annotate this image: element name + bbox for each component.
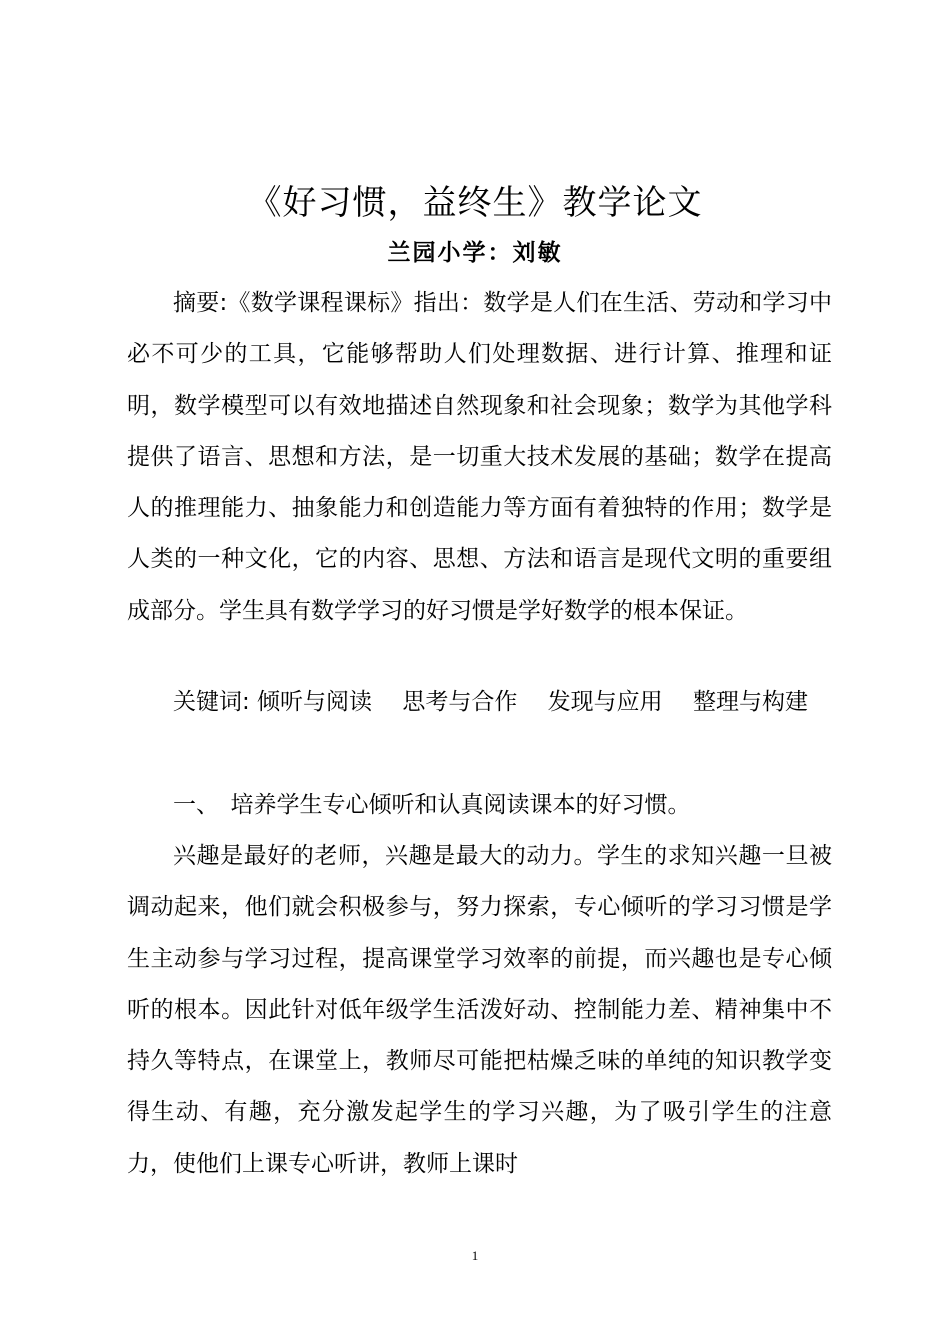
page-number: 1 bbox=[471, 1248, 479, 1263]
abstract-paragraph: 摘要:《数学课程课标》指出：数学是人们在生活、劳动和学习中必不可少的工具，它能够帮助人们处理数据、进行计算、推理和证明，数学模型可以有效地描述自然现象和社会现象；数学为其他学科提供了语言、思想和方法，是一切重大技术发展的基础；数学在提高人的推理能力、抽象能力和创造能力等方面有着独特的作用；数学是人类的一种文化，它的内容、思想、方法和语言是现代文明的重要组成部分。学生具有数学学习的好习惯是学好数学的根本保证。 bbox=[127, 290, 832, 624]
keywords-paragraph: 关键词: 倾听与阅读 思考与合作 发现与应用 整理与构建 bbox=[173, 689, 808, 715]
body-paragraph: 兴趣是最好的老师，兴趣是最大的动力。学生的求知兴趣一旦被调动起来，他们就会积极参与，努力探索，专心倾听的学习习惯是学生主动参与学习过程，提高课堂学习效率的前提，而兴趣也是专心倾听的根本。因此针对低年级学生活泼好动、控制能力差、精神集中不持久等特点，在课堂上，教师尽可能把枯燥乏味的单纯的知识教学变得生动、有趣，充分激发起学生的学习兴趣，为了吸引学生的注意力，使他们上课专心听讲，教师上课时 bbox=[127, 843, 832, 1177]
section-heading: 一、 培养学生专心倾听和认真阅读课本的好习惯。 bbox=[173, 792, 691, 818]
author-line: 兰园小学：刘敏 bbox=[387, 240, 563, 266]
page-title: 《好习惯，益终生》教学论文 bbox=[247, 183, 703, 223]
